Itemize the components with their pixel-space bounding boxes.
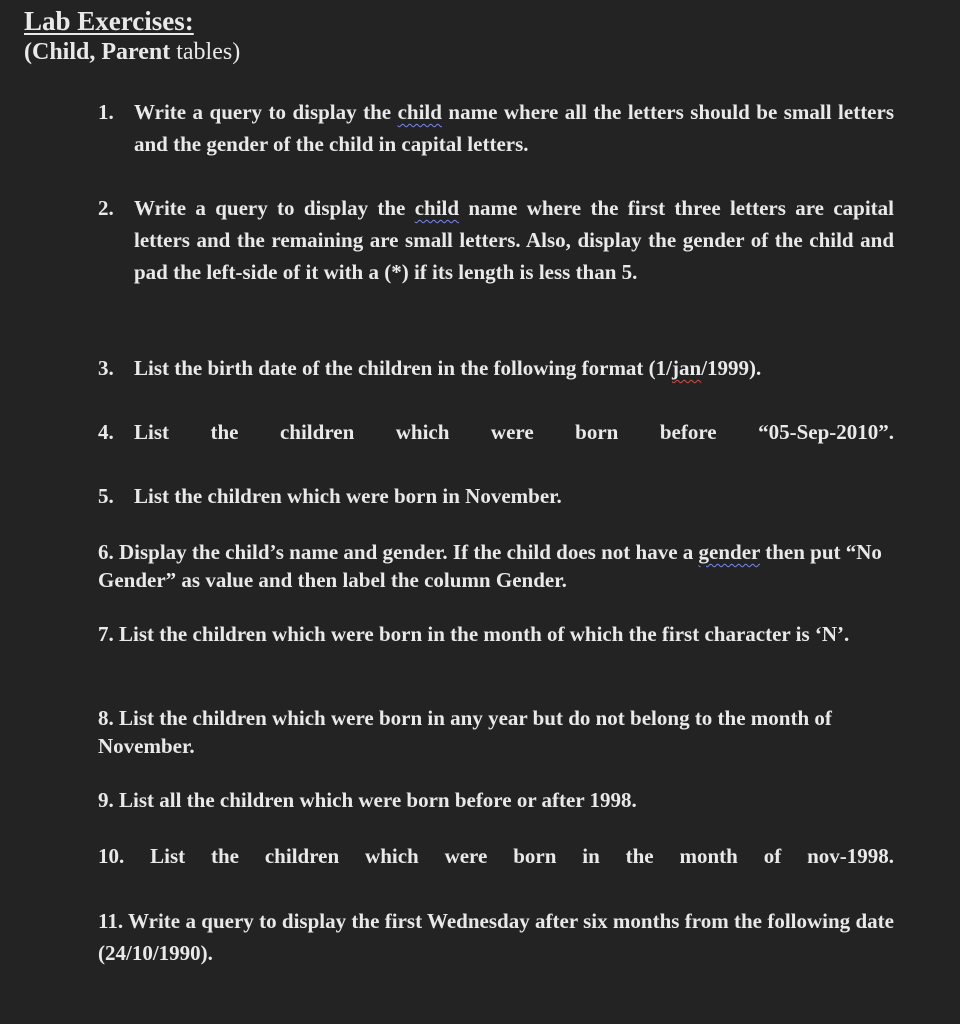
- question-number: 2.: [98, 196, 114, 220]
- question-5: [98, 480, 894, 512]
- question-9: 9. List all the children which were born before or after 1998.: [98, 788, 637, 812]
- subtitle-suffix: tables): [170, 39, 241, 65]
- question-7: 7. List the children which were born in the month of which the first character is ‘N’.: [98, 622, 850, 646]
- subtitle-tables: (Child, Parent: [24, 39, 171, 65]
- question-11: 11. Write a query to display the first Wednesday after six months from the following date (24/10/1990).: [98, 909, 894, 965]
- spellcheck-flag: child: [414, 196, 460, 220]
- question-8: 8. List the children which were born in any year but do not belong to the month of November.: [98, 706, 832, 758]
- question-number: 4.: [98, 420, 114, 444]
- question-number: 3.: [98, 356, 114, 380]
- question-3: [98, 352, 894, 384]
- spellcheck-flag: child: [397, 100, 442, 124]
- page-title: Lab Exercises:: [24, 6, 194, 36]
- question-text: Write a query to display the child name where all the letters should be small letters and the gender of the child in capital letters.: [134, 100, 895, 156]
- question-number: 1.: [98, 100, 114, 124]
- question-4: [98, 416, 894, 448]
- question-text: List the birth date of the children in the following format (1/jan/1999).: [134, 356, 762, 380]
- question-10: 10. List the children which were born in the month of nov-1998.: [98, 844, 894, 868]
- question-text: List the children which were born in November.: [134, 484, 562, 508]
- question-text: Write a query to display the child name where the first three letters are capital letters and the remaining are small letters. Also, display the gender of the child and pad the left-side of it with a (*) if its length is less than 5.: [134, 196, 894, 284]
- question-2: [98, 192, 894, 288]
- question-text: List the children which were born before “05-Sep-2010”.: [134, 420, 894, 444]
- question-1: [98, 96, 894, 160]
- spellcheck-flag: gender: [698, 540, 760, 564]
- spellcheck-flag: jan: [672, 356, 702, 380]
- question-6: 6. Display the child’s name and gender. If the child does not have a gender then put “No Gender” as value and then label the column Gender.: [98, 540, 882, 592]
- page-subtitle: [24, 36, 240, 68]
- question-number: 5.: [98, 484, 114, 508]
